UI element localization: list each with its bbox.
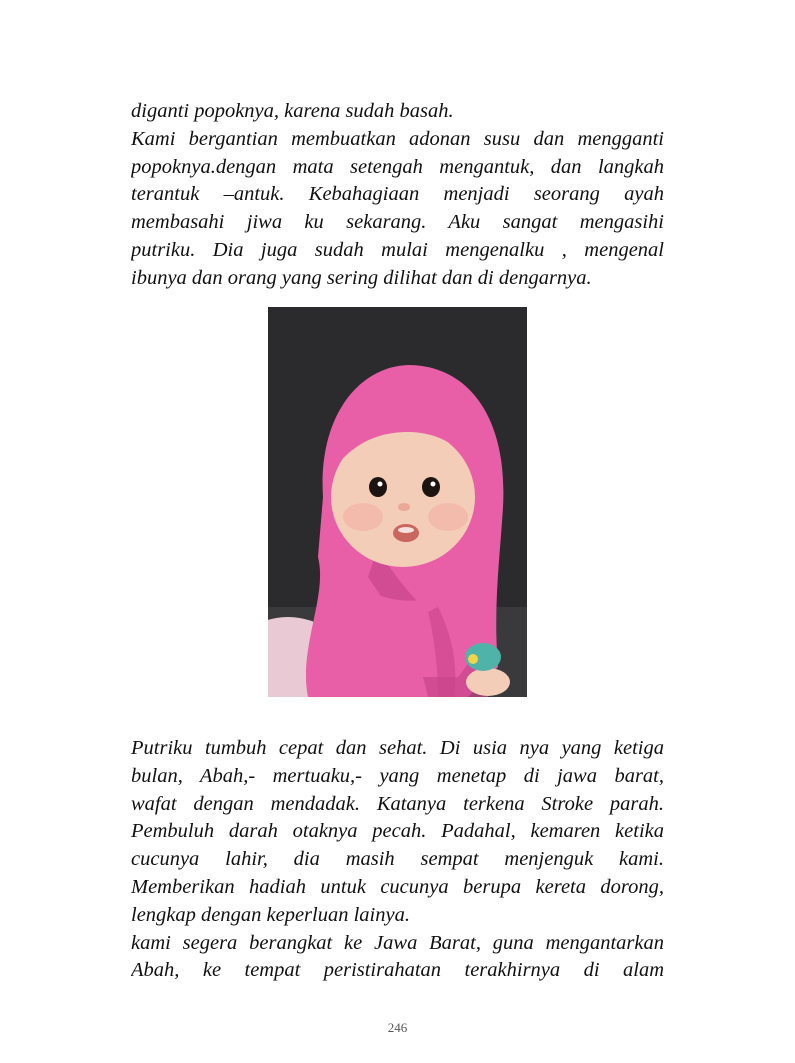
text-line: Abah, ke tempat peristirahatan terakhirnya di alam: [131, 959, 664, 982]
text-line: putriku. Dia juga sudah mulai mengenalku , mengenal: [131, 238, 664, 261]
text-line: Putriku tumbuh cepat dan sehat. Di usia nya yang ketiga: [131, 737, 664, 759]
text-line: membasahi jiwa ku sekarang. Aku sangat mengasihi: [131, 211, 664, 234]
text-line: lengkap dengan keperluan lainya.: [131, 903, 410, 926]
text-line: bulan, Abah,- mertuaku,- yang menetap di jawa barat,: [131, 764, 664, 787]
text-line: ibunya dan orang yang sering dilihat dan di dengarnya.: [131, 266, 592, 289]
top-paragraph: [131, 98, 664, 293]
text-line: Memberikan hadiah untuk cucunya berupa kereta dorong,: [131, 875, 664, 898]
bottom-paragraph: [131, 735, 664, 985]
text-line: Pembuluh darah otaknya pecah. Padahal, kemaren ketika: [131, 820, 664, 843]
baby-photo: [268, 307, 527, 697]
text-line: cucunya lahir, dia masih sempat menjenguk kami.: [131, 848, 664, 871]
text-line: kami segera berangkat ke Jawa Barat, guna mengantarkan: [131, 931, 664, 954]
page-number: 246: [387, 1020, 408, 1035]
text-line: terantuk –antuk. Kebahagiaan menjadi seorang ayah: [131, 183, 664, 206]
text-line: wafat dengan mendadak. Katanya terkena Stroke parah.: [131, 792, 664, 815]
text-line: diganti popoknya, karena sudah basah.: [131, 100, 454, 122]
text-line: popoknya.dengan mata setengah mengantuk, dan langkah: [131, 155, 664, 178]
text-line: Kami bergantian membuatkan adonan susu dan mengganti: [131, 127, 664, 150]
